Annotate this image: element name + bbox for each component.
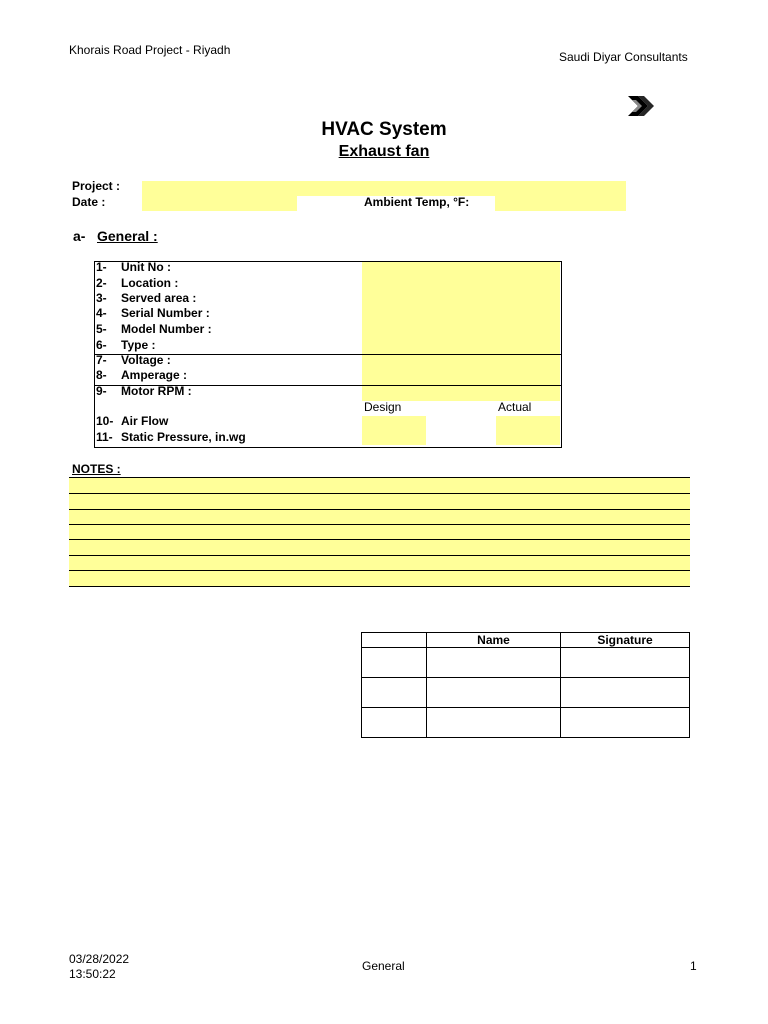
notes-line — [69, 509, 690, 510]
signature-cell[interactable] — [561, 708, 690, 738]
section-a-prefix: a- — [73, 228, 86, 244]
motor-rpm-value[interactable] — [362, 386, 560, 401]
row-label: Type : — [121, 338, 156, 352]
row-air-flow — [96, 414, 168, 429]
project-field[interactable] — [142, 181, 626, 196]
signature-header-signature: Signature — [561, 633, 690, 648]
row-number: 4- — [96, 306, 107, 320]
row-amperage — [96, 368, 187, 383]
row-label: Serial Number : — [121, 306, 210, 320]
notes-line — [69, 524, 690, 525]
actual-values[interactable] — [496, 416, 560, 445]
date-label: Date : — [72, 195, 106, 209]
row-label: Static Pressure, in.wg — [121, 430, 246, 444]
signature-cell[interactable] — [561, 648, 690, 678]
row-label: Served area : — [121, 291, 197, 305]
row-number: 1- — [96, 260, 107, 274]
row-label: Location : — [121, 276, 179, 290]
footer-date: 03/28/2022 — [69, 952, 130, 966]
row-motor-rpm — [96, 384, 192, 399]
section-a-heading: General : — [97, 228, 158, 244]
footer-time: 13:50:22 — [69, 967, 116, 981]
row-type — [96, 338, 155, 353]
footer-page-number: 1 — [690, 959, 697, 973]
row-number: 6- — [96, 338, 107, 352]
row-label: Air Flow — [121, 414, 169, 428]
signature-header-blank — [362, 633, 427, 648]
row-label: Voltage : — [121, 353, 171, 367]
notes-line — [69, 493, 690, 494]
actual-label: Actual — [498, 400, 532, 414]
design-values[interactable] — [362, 416, 426, 445]
notes-label: NOTES : — [72, 462, 121, 476]
signature-cell[interactable] — [427, 648, 561, 678]
project-name-header: Khorais Road Project - Riyadh — [69, 43, 231, 57]
row-static-pressure — [96, 430, 246, 445]
row-number: 8- — [96, 368, 107, 382]
project-label: Project : — [72, 179, 121, 193]
signature-cell[interactable] — [427, 678, 561, 708]
row-model-number — [96, 322, 212, 337]
notes-line — [69, 539, 690, 540]
row-location — [96, 276, 178, 291]
row-number: 10- — [96, 414, 114, 428]
page-subtitle: Exhaust fan — [338, 143, 430, 160]
notes-line — [69, 586, 690, 587]
row-voltage — [96, 353, 171, 368]
row-number: 9- — [96, 384, 107, 398]
footer-sheet-name: General — [362, 959, 405, 973]
consultant-header: Saudi Diyar Consultants — [559, 50, 688, 64]
notes-line — [69, 570, 690, 571]
signature-cell[interactable] — [362, 648, 427, 678]
signature-cell[interactable] — [362, 708, 427, 738]
general-values-block-1[interactable] — [362, 262, 560, 354]
row-serial-number — [96, 306, 210, 321]
general-values-block-2[interactable] — [362, 355, 560, 385]
ambient-temp-label: Ambient Temp, °F: — [364, 195, 470, 209]
ambient-temp-field[interactable] — [495, 196, 626, 211]
row-number: 7- — [96, 353, 107, 367]
design-label: Design — [364, 400, 402, 414]
signature-cell[interactable] — [362, 678, 427, 708]
signature-cell[interactable] — [427, 708, 561, 738]
page-title: HVAC System — [321, 119, 447, 140]
notes-line — [69, 555, 690, 556]
notes-line — [69, 477, 690, 478]
signature-cell[interactable] — [561, 678, 690, 708]
row-number: 11- — [96, 430, 113, 444]
row-number: 5- — [96, 322, 107, 336]
signature-header-name: Name — [427, 633, 561, 648]
row-unit-no — [96, 260, 171, 275]
signature-table — [361, 632, 690, 738]
row-number: 2- — [96, 276, 107, 290]
chevron-arrows-icon — [626, 94, 660, 118]
row-number: 3- — [96, 291, 107, 305]
row-label: Motor RPM : — [121, 384, 192, 398]
row-label: Model Number : — [121, 322, 212, 336]
row-label: Amperage : — [121, 368, 188, 382]
row-label: Unit No : — [121, 260, 171, 274]
date-field[interactable] — [142, 196, 297, 211]
row-served-area — [96, 291, 196, 306]
